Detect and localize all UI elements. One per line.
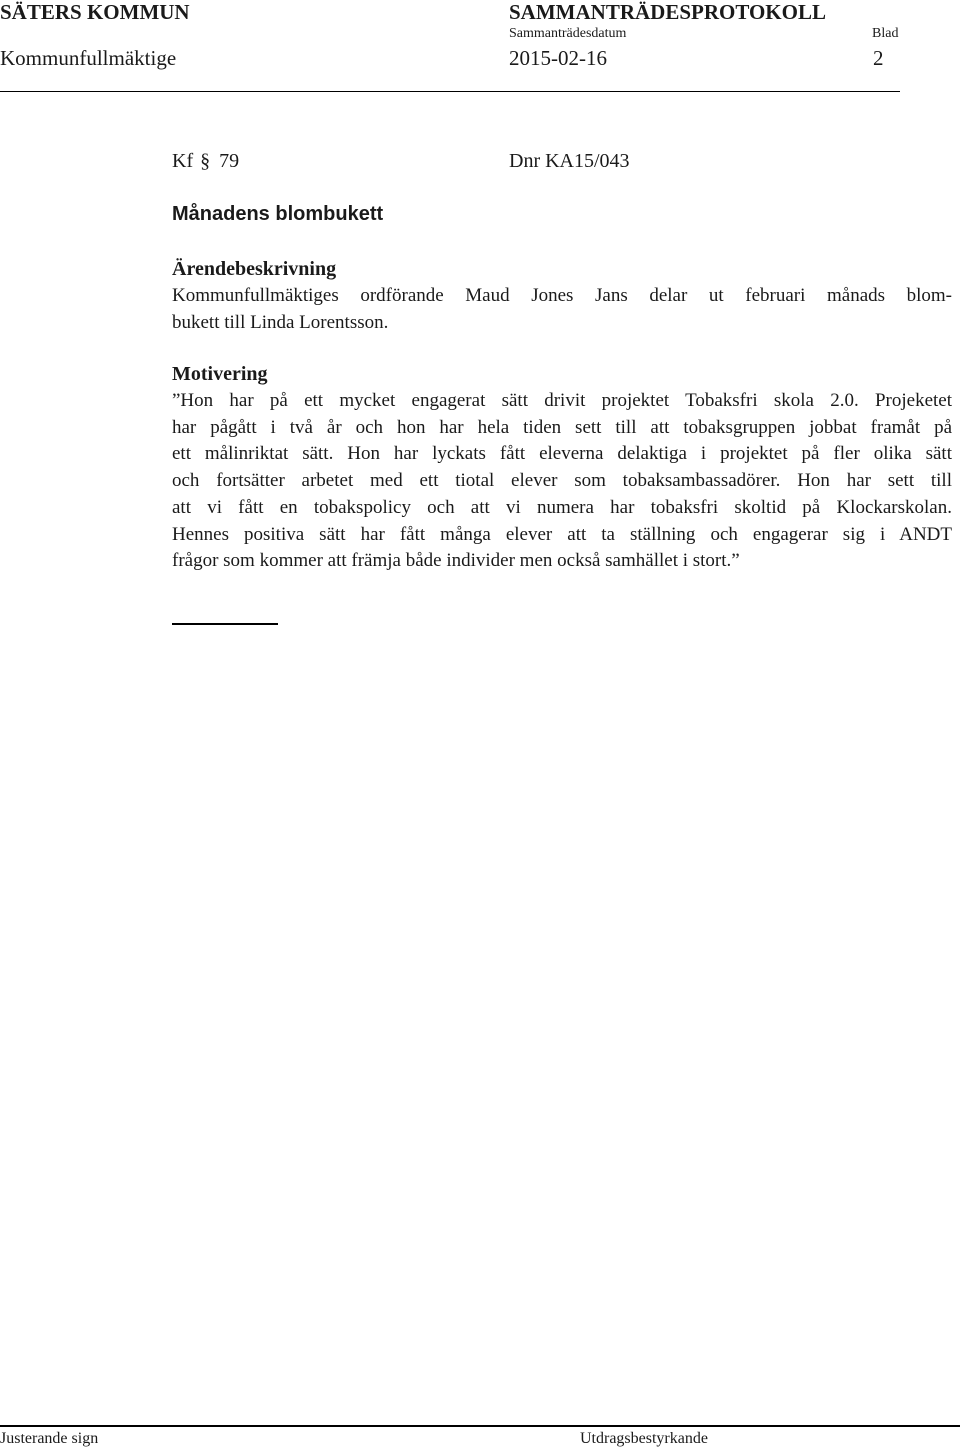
footer-divider [0,1425,960,1427]
motivation-line: frågor som kommer att främja både individer men också samhället i stort.” [172,550,740,572]
motivation-line: har pågått i två år och hon har hela tiden sett till att tobaksgruppen jobbat framåt på [172,416,952,438]
page-number: 2 [873,46,884,70]
motivation-line: ett målinriktat sätt. Hon har lyckats fått eleverna delaktiga i projektet på fler olika sätt [172,443,952,465]
governing-body: Kommunfullmäktige [0,46,177,70]
section-symbol: § [200,150,211,172]
adjusting-signature-label: Justerande sign [0,1430,99,1447]
motivation-line: att vi fått en tobakspolicy och att vi numera har tobaksfri skoltid på Klockarskolan. [172,496,952,518]
motivation-line: Hennes positiva sätt har fått många elever att ta ställning och engagerar sig i ANDT [172,523,952,545]
motivation-text [172,388,952,575]
paragraph-prefix: Kf [172,150,194,172]
motivation-line: och fortsätter arbetet med ett tiotal elever som tobaksambassadörer. Hon har sett till [172,470,952,492]
case-title: Månadens blombukett [172,203,384,225]
motivation-heading: Motivering [172,363,268,385]
paragraph-reference [172,150,239,173]
municipality-name: SÄTERS KOMMUN [0,0,190,24]
description-line: bukett till Linda Lorentsson. [172,311,389,333]
description-text [172,283,952,336]
description-line: Kommunfullmäktiges ordförande Maud Jones Jans delar ut februari månads blom- [172,285,952,306]
meeting-date: 2015-02-16 [509,46,607,70]
extract-certification-label: Utdragsbestyrkande [580,1430,708,1447]
paragraph-number: 79 [219,150,240,172]
end-of-paragraph-rule [172,623,278,625]
page-caption: Blad [872,26,899,41]
diary-number: Dnr KA15/043 [509,150,630,172]
document-type: SAMMANTRÄDESPROTOKOLL [509,0,826,24]
motivation-line: ”Hon har på ett mycket engagerat sätt drivit projektet Tobaksfri skola 2.0. Projeketet [172,390,952,411]
description-heading: Ärendebeskrivning [172,258,337,280]
date-caption: Sammanträdesdatum [509,26,627,41]
header-divider [0,91,900,92]
